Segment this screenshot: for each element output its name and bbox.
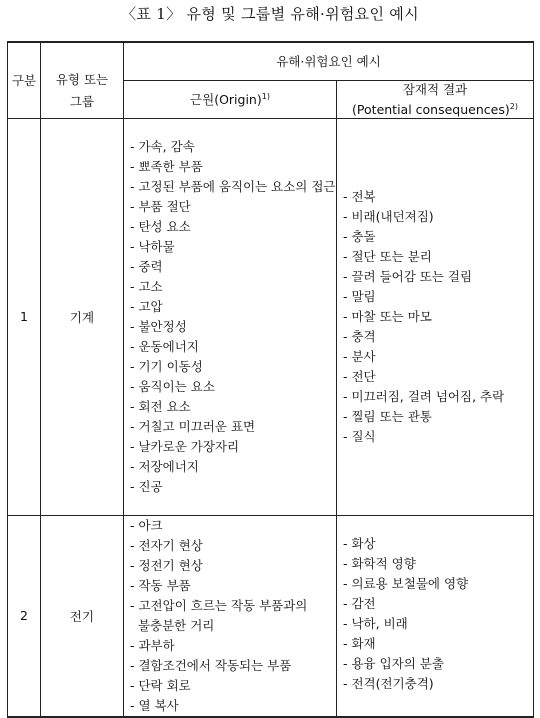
list-item: - 충격 (343, 327, 533, 347)
origin-list (124, 137, 336, 497)
header-origin-footnote: 1) (261, 92, 270, 101)
origin-cell (124, 515, 337, 717)
list-item: - 뾰족한 부품 (130, 157, 336, 177)
list-item: - 의료용 보철물에 영향 (343, 574, 533, 594)
header-category: 구분 (8, 42, 41, 118)
list-item: - 진공 (130, 477, 336, 497)
list-item: - 기기 이동성 (130, 357, 336, 377)
list-item: - 날카로운 가장자리 (130, 437, 336, 457)
list-item: - 열 복사 (130, 696, 336, 716)
list-item: - 회전 요소 (130, 397, 336, 417)
list-item: - 찔림 또는 관통 (343, 407, 533, 427)
list-item: - 용융 입자의 분출 (343, 654, 533, 674)
consequences-cell (337, 118, 534, 515)
list-item: - 화학적 영향 (343, 554, 533, 574)
header-type-group (41, 42, 124, 118)
list-item: - 단락 회로 (130, 676, 336, 696)
list-item: - 질식 (343, 427, 533, 447)
list-item: - 가속, 감속 (130, 137, 336, 157)
header-consequences-line2 (337, 98, 533, 118)
consequences-cell (337, 515, 534, 717)
list-item: - 전복 (343, 187, 533, 207)
list-item: - 낙하, 비래 (343, 614, 533, 634)
list-item: - 불안정성 (130, 317, 336, 337)
list-item: - 저장에너지 (130, 457, 336, 477)
header-consequences-footnote: 2) (509, 101, 518, 111)
header-consequences (337, 80, 534, 118)
origin-cell (124, 118, 337, 515)
list-item: - 중력 (130, 257, 336, 277)
consequences-list (337, 187, 533, 447)
row-type: 기계 (41, 118, 124, 515)
list-item: - 전단 (343, 367, 533, 387)
header-origin (124, 80, 337, 118)
list-item: - 고전압이 흐르는 작동 부품과의 (130, 596, 336, 616)
list-item: - 고소 (130, 277, 336, 297)
list-item: - 정전기 현상 (130, 556, 336, 576)
list-item: - 분사 (343, 347, 533, 367)
list-item: - 운동에너지 (130, 337, 336, 357)
list-item: - 감전 (343, 594, 533, 614)
list-item: - 결함조건에서 작동되는 부품 (130, 656, 336, 676)
list-item: - 화재 (343, 634, 533, 654)
origin-list (124, 516, 336, 716)
list-item: - 고압 (130, 297, 336, 317)
list-item: 불충분한 거리 (137, 617, 215, 633)
list-item: - 거칠고 미끄러운 표면 (130, 417, 336, 437)
list-item: - 낙하물 (130, 237, 336, 257)
table-row (8, 515, 534, 717)
list-item: - 부품 절단 (130, 197, 336, 217)
list-item: - 마찰 또는 마모 (343, 307, 533, 327)
list-item: - 고정된 부품에 움직이는 요소의 접근 (130, 177, 336, 197)
list-item: - 끌려 들어감 또는 걸림 (343, 267, 533, 287)
row-number: 1 (8, 118, 41, 515)
table-caption: 〈표 1〉 유형 및 그룹별 유해·위험요인 예시 (121, 5, 419, 23)
list-item: - 비래(내던져짐) (343, 207, 533, 227)
list-item: - 말림 (343, 287, 533, 307)
list-item: - 미끄러짐, 걸려 넘어짐, 추락 (343, 387, 533, 407)
list-item: - 절단 또는 분리 (343, 247, 533, 267)
header-consequences-line1: 잠재적 결과 (402, 81, 468, 97)
list-item: - 작동 부품 (130, 576, 336, 596)
list-item: - 탄성 요소 (130, 217, 336, 237)
list-item: - 전자기 현상 (130, 536, 336, 556)
header-type-group-text: 유형 또는 그룹 (55, 72, 109, 110)
consequences-list (337, 534, 533, 694)
row-number: 2 (8, 515, 41, 717)
list-item: - 과부하 (130, 636, 336, 656)
list-item: - 움직이는 요소 (130, 377, 336, 397)
table-row (8, 118, 534, 515)
header-consequences-line2-text: (Potential consequences) (352, 101, 510, 117)
list-item: - 화상 (343, 534, 533, 554)
hazard-table (7, 41, 534, 718)
header-examples: 유해·위험요인 예시 (124, 42, 534, 80)
header-origin-text: 근원(Origin) (190, 92, 262, 107)
list-item: - 아크 (130, 516, 336, 536)
list-item: - 전격(전기충격) (343, 674, 533, 694)
row-type: 전기 (41, 515, 124, 717)
list-item: - 충돌 (343, 227, 533, 247)
